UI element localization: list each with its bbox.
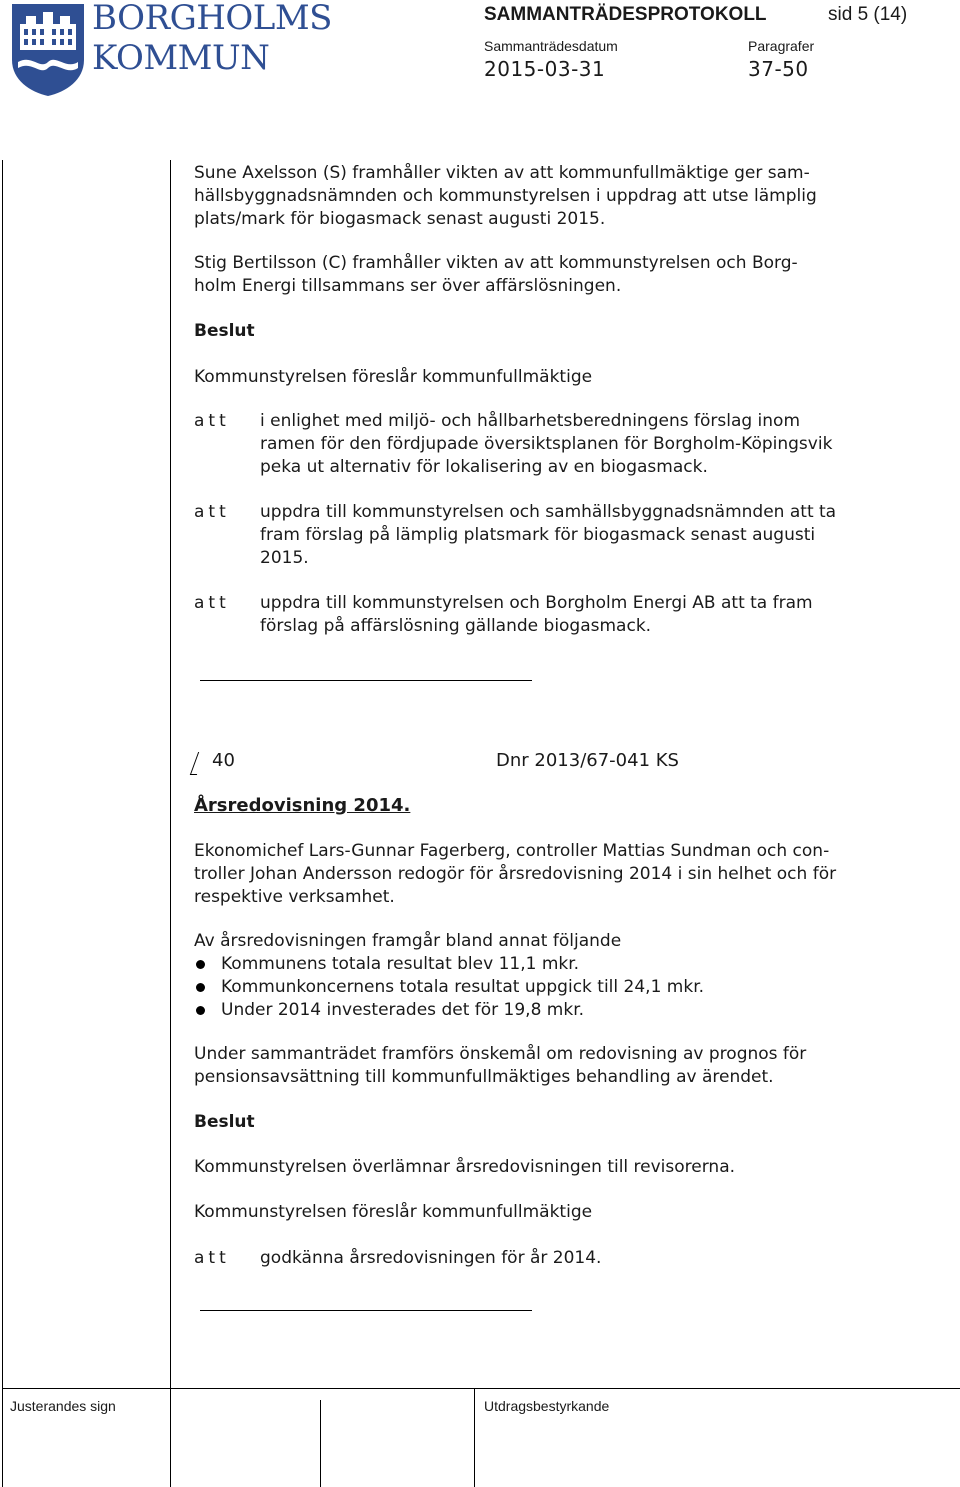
paragraph-number: 40 [212, 750, 235, 771]
footer-divider-2 [320, 1400, 321, 1487]
att-item-approve: godkänna årsredovisningen för år 2014. [260, 1248, 602, 1268]
att-item-2: uppdra till kommunstyrelsen och samhällsbyggnadsnämnden att ta fram förslag på lämplig platsmark för biogasmack senast augusti 2015. [260, 502, 837, 568]
proposal-intro-1: Kommunstyrelsen föreslår kommunfullmäktige [194, 367, 593, 387]
beslut-heading-2: Beslut [194, 1112, 255, 1132]
list-intro: Av årsredovisningen framgår bland annat följande [194, 931, 622, 951]
logo-line-2: KOMMUN [92, 38, 270, 78]
att-label: att [194, 1248, 230, 1268]
intro-paragraph: Ekonomichef Lars-Gunnar Fagerberg, controller Mattias Sundman och con- troller Johan Andersson redogör för årsredovisning 2014 i sin helhet och för respektive verksamhet. [194, 841, 837, 907]
page-number: sid 5 (14) [828, 4, 908, 25]
coat-of-arms-icon [10, 2, 86, 98]
meeting-date-value: 2015-03-31 [484, 57, 606, 81]
footer-separator [2, 1388, 960, 1389]
att-item-1: i enlighet med miljö- och hållbarhetsberedningens förslag inom ramen för den fördjupade översiktsplanen för Borgholm-Köpingsvik peka ut alternativ för lokalisering av en biogasmack. [260, 411, 833, 477]
paragraphs-label: Paragrafer [748, 38, 815, 54]
beslut-heading-1: Beslut [194, 321, 255, 341]
logo-line-1: BORGHOLMS [92, 0, 332, 38]
proposal-intro-2: Kommunstyrelsen föreslår kommunfullmäktige [194, 1202, 593, 1222]
paragraph-mark [190, 752, 205, 775]
section-separator-1 [200, 680, 532, 681]
utdragsbestyrkande-label: Utdragsbestyrkande [484, 1398, 610, 1414]
att-label: att [194, 593, 230, 613]
statement-sune-axelsson: Sune Axelsson (S) framhåller vikten av att kommunfullmäktige ger sam- hällsbyggnadsnämnden och kommunstyrelsen i uppdrag att utse lämplig plats/mark för biogasmack senast augusti 2015. [194, 163, 817, 229]
att-label: att [194, 502, 230, 522]
decision-text: Kommunstyrelsen överlämnar årsredovisningen till revisorerna. [194, 1157, 736, 1177]
section-title: Årsredovisning 2014. [194, 795, 411, 816]
bullet-icon [196, 983, 205, 992]
justerandes-sign-label: Justerandes sign [10, 1398, 116, 1414]
inner-margin-line [170, 160, 171, 1388]
bullet-icon [196, 1006, 205, 1015]
footer-divider-3 [474, 1388, 475, 1487]
bullet-icon [196, 960, 205, 969]
document-title: SAMMANTRÄDESPROTOKOLL [484, 4, 767, 25]
paragraphs-value: 37-50 [748, 57, 809, 81]
att-label: att [194, 411, 230, 431]
att-item-3: uppdra till kommunstyrelsen och Borgholm Energi AB att ta fram förslag på affärslösning gällande biogasmack. [260, 593, 813, 636]
section-separator-2 [200, 1310, 532, 1311]
statement-stig-bertilsson: Stig Bertilsson (C) framhåller vikten av att kommunstyrelsen och Borg- holm Energi tillsammans ser över affärslösningen. [194, 253, 798, 296]
footer-divider-1 [170, 1388, 171, 1487]
wish-paragraph: Under sammanträdet framförs önskemål om redovisning av prognos för pensionsavsättning till kommunfullmäktiges behandling av ärendet. [194, 1044, 807, 1087]
meeting-date-label: Sammanträdesdatum [484, 38, 618, 54]
left-margin-line [2, 160, 3, 1487]
logo [0, 0, 330, 100]
dnr-number: Dnr 2013/67-041 KS [496, 750, 679, 771]
